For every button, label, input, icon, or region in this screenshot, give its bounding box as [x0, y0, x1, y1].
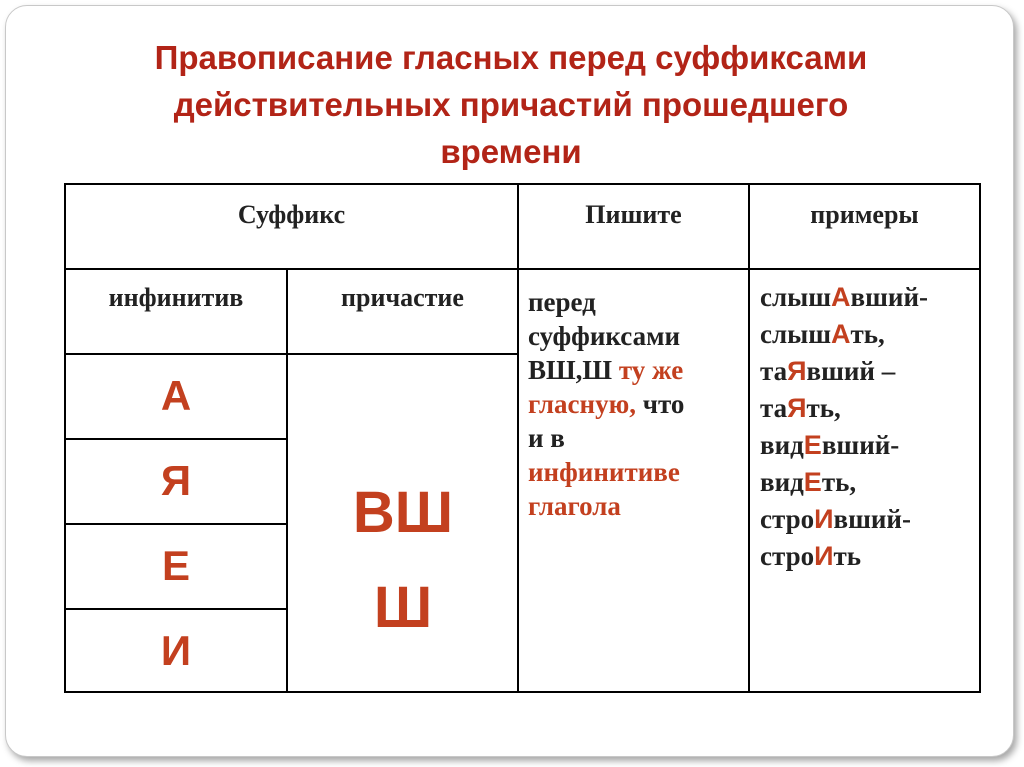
example-6-ending: ть, [821, 467, 857, 497]
example-line-2 [760, 316, 985, 353]
example-line-3 [760, 353, 985, 390]
example-3-stem: та [760, 356, 788, 386]
example-line-4 [760, 390, 985, 427]
example-line-8 [760, 538, 985, 575]
examples-list [760, 279, 985, 575]
example-4-vowel: Я [787, 393, 807, 423]
example-5-vowel: Е [803, 430, 822, 460]
example-8-ending: ть [833, 541, 862, 571]
example-line-7 [760, 501, 985, 538]
table-divider-h-1 [66, 268, 979, 270]
example-6-vowel: Е [803, 467, 822, 497]
table-divider-h-2 [66, 353, 517, 355]
example-6-stem: вид [760, 467, 804, 497]
rule-part-3: ВШ,Ш [528, 355, 613, 385]
example-line-5 [760, 427, 985, 464]
infinitive-vowel-a: А [160, 372, 192, 419]
participle-suffix-vsh: ВШ [352, 480, 454, 545]
header-write: Пишите [585, 200, 682, 229]
example-4-ending: ть, [806, 393, 841, 423]
title-line-2: действительных причастий прошедшего [173, 86, 849, 123]
rule-line-3 [528, 353, 740, 387]
infinitive-vowel-e: Е [161, 542, 190, 589]
header-examples: примеры [810, 200, 919, 229]
rule-part-1: перед [528, 287, 596, 317]
rule-part-5: гласную, [528, 389, 636, 419]
rule-line-1 [528, 285, 740, 319]
participle-suffix-sh: Ш [373, 575, 433, 640]
example-3-ending: вший – [806, 356, 896, 386]
example-8-vowel: И [814, 541, 834, 571]
example-2-vowel: А [831, 319, 851, 349]
rule-part-6: что [642, 389, 685, 419]
rule-text [528, 285, 740, 523]
example-4-stem: та [760, 393, 788, 423]
table-divider-v-3 [748, 185, 750, 693]
header-suffix: Суффикс [237, 200, 346, 229]
rule-line-5 [528, 421, 740, 455]
infinitive-vowel-i: И [160, 627, 192, 674]
rule-part-7: и в [528, 423, 565, 453]
example-2-stem: слыш [760, 319, 832, 349]
example-1-ending: вший- [850, 282, 928, 312]
rule-part-4: ту же [618, 355, 684, 385]
rule-part-8: инфинитиве [528, 457, 680, 487]
table-divider-h-5 [66, 608, 286, 610]
example-7-vowel: И [814, 504, 834, 534]
example-3-vowel: Я [787, 356, 807, 386]
title-line-3: времени [440, 133, 582, 170]
example-line-6 [760, 464, 985, 501]
example-5-stem: вид [760, 430, 804, 460]
table-divider-h-4 [66, 523, 286, 525]
rule-line-7 [528, 489, 740, 523]
example-5-ending: вший- [821, 430, 900, 460]
header-participle: причастие [341, 283, 464, 312]
slide-title [66, 34, 956, 175]
example-8-stem: стро [760, 541, 815, 571]
slide [5, 5, 1014, 757]
example-1-vowel: А [831, 282, 851, 312]
example-7-stem: стро [760, 504, 815, 534]
infinitive-vowel-ya: Я [160, 457, 192, 504]
example-line-1 [760, 279, 985, 316]
spelling-table [64, 183, 981, 693]
example-1-stem: слыш [760, 282, 832, 312]
rule-line-2 [528, 319, 740, 353]
rule-line-4 [528, 387, 740, 421]
table-divider-h-3 [66, 438, 286, 440]
rule-part-2: суффиксами [528, 321, 681, 351]
example-7-ending: вший- [833, 504, 911, 534]
rule-part-9: глагола [528, 491, 621, 521]
title-line-1: Правописание гласных перед суффиксами [154, 39, 868, 76]
header-infinitive: инфинитив [108, 283, 244, 312]
rule-line-6 [528, 455, 740, 489]
example-2-ending: ть, [850, 319, 885, 349]
